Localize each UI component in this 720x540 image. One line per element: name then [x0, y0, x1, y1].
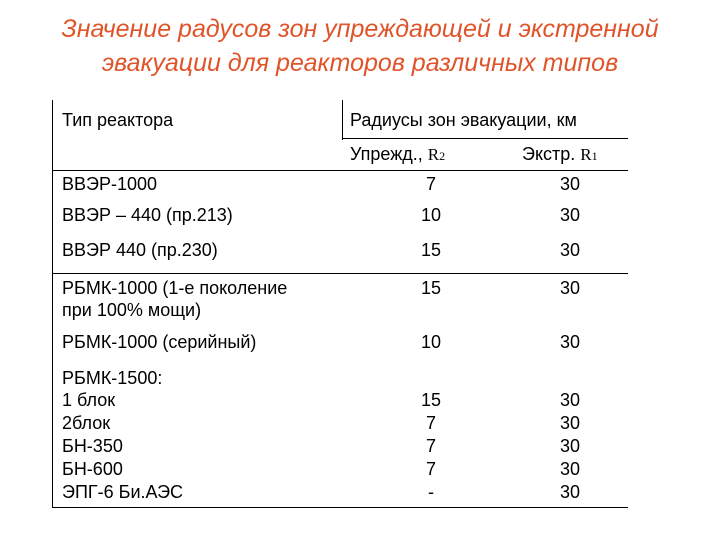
list-item-type: ЭПГ-6 Би.АЭС [62, 482, 184, 502]
header-reactor-type: Тип реактора [62, 110, 174, 130]
table-row-precaution: 7 [425, 174, 436, 194]
table-row-emergency: 30 [559, 332, 581, 352]
list-item-precaution: 7 [425, 413, 436, 433]
table-row-type-line-1: РБМК-1000 (1-е поколение [62, 278, 288, 298]
header-emergency-label: Экстр. [522, 144, 576, 164]
header-bottom-line [52, 170, 628, 171]
table-left-border [52, 100, 53, 508]
list-item-emergency: 30 [559, 390, 581, 410]
list-item-emergency: 30 [559, 413, 581, 433]
list-item-precaution: 7 [425, 436, 436, 456]
list-item-type: 1 блок [62, 390, 116, 410]
table-row-precaution: 10 [420, 205, 442, 225]
table-row-type: ВВЭР 440 (пр.230) [62, 240, 218, 260]
list-item-emergency: 30 [559, 459, 581, 479]
slide-title-line-2: эвакуации для реакторов различных типов [101, 49, 619, 77]
list-item-precaution: 15 [420, 390, 442, 410]
header-emergency-radius-symbol: R1 [580, 145, 598, 164]
list-item-emergency: 30 [559, 436, 581, 456]
table-row-precaution: 10 [420, 332, 442, 352]
header-precaution-zone [350, 143, 445, 167]
list-item-type: 2блок [62, 413, 111, 433]
table-bottom-border [52, 507, 628, 508]
header-emergency-zone [522, 143, 598, 167]
table-row-type: РБМК-1000 (серийный) [62, 332, 257, 352]
list-item-precaution: 7 [425, 459, 436, 479]
list-item-precaution: - [428, 482, 434, 502]
row-separator [52, 273, 628, 274]
table-row-emergency: 30 [559, 174, 581, 194]
slide-title [0, 12, 720, 80]
table-row-emergency: 30 [559, 205, 581, 225]
table-row-precaution: 15 [420, 278, 442, 298]
table-header-divider [342, 100, 343, 140]
table-row-type-line-2: при 100% мощи) [62, 300, 202, 320]
table-row-type: ВВЭР – 440 (пр.213) [62, 205, 233, 225]
table-row-emergency: 30 [559, 240, 581, 260]
table-row-type: ВВЭР-1000 [62, 174, 157, 194]
table-row-precaution: 15 [420, 240, 442, 260]
header-evacuation-radii: Радиусы зон эвакуации, км [350, 110, 577, 130]
list-item-emergency: 30 [559, 482, 581, 502]
list-item-type: БН-600 [62, 459, 123, 479]
rbmk1500-heading: РБМК-1500: [62, 368, 163, 388]
header-precaution-label: Упрежд., [350, 144, 423, 164]
table-row-emergency: 30 [559, 278, 581, 298]
list-item-type: БН-350 [62, 436, 123, 456]
evacuation-radii-table [52, 100, 628, 510]
slide-title-line-1: Значение радусов зон упреждающей и экстренной [61, 15, 659, 43]
header-precaution-radius-symbol: R2 [427, 145, 446, 164]
header-subline [342, 138, 628, 139]
